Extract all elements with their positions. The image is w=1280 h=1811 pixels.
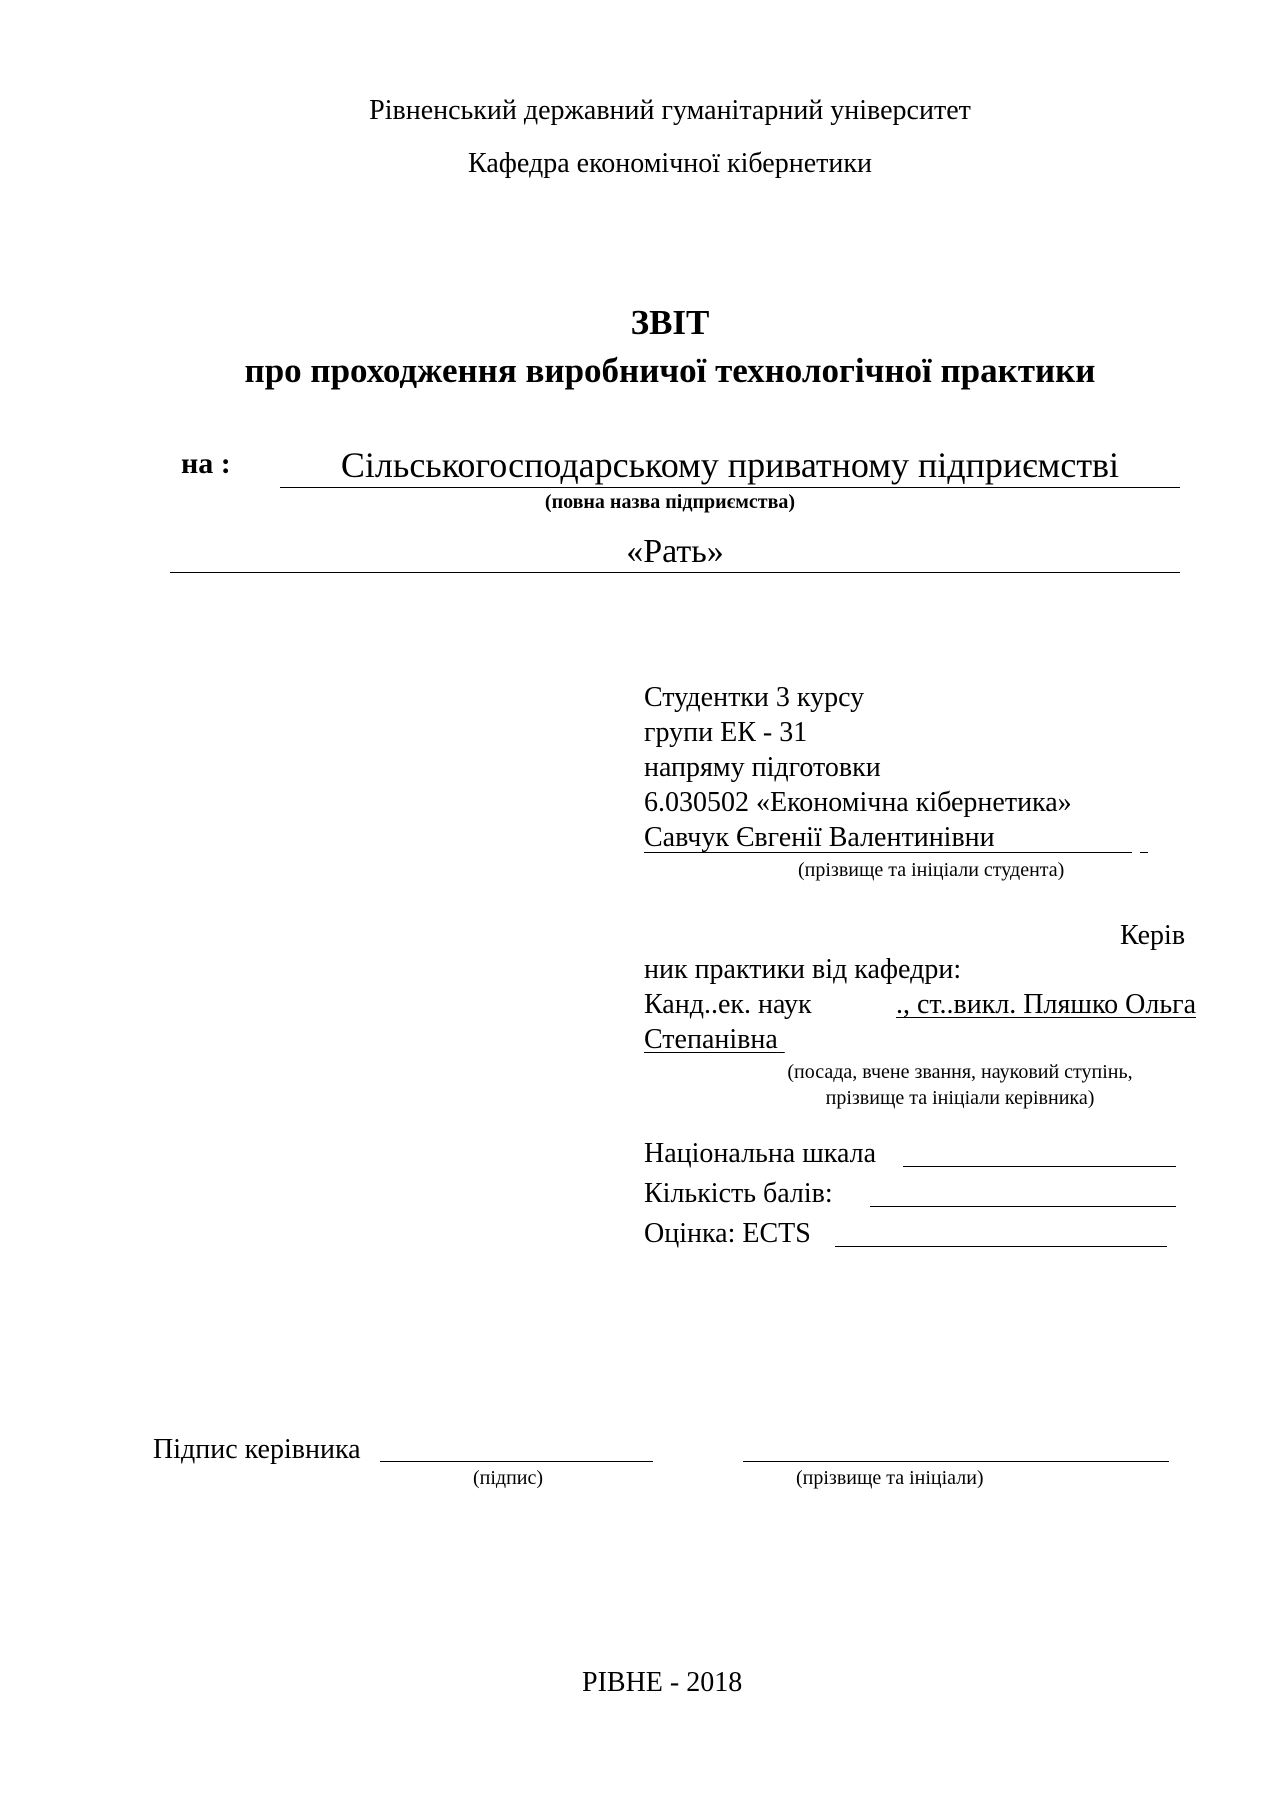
student-name-underline [644,852,1132,853]
points-field [870,1206,1176,1207]
student-course: Студентки 3 курсу [644,682,865,713]
university-name: Рівненський державний гуманітарний університет [369,95,971,126]
city-year: РІВНЕ - 2018 [582,1667,743,1698]
enterprise-prefix: на : [181,447,231,480]
ects-label: Оцінка: ECTS [644,1218,811,1249]
direction-label: напряму підготовки [644,752,881,783]
enterprise-name-line2-underline [170,572,1180,573]
enterprise-caption: (повна назва підприємства) [544,491,796,513]
supervisor-label-part2: ник практики від кафедри: [644,954,962,985]
supervisor-caption-1: (посада, вчене звання, науковий ступінь, [787,1061,1133,1083]
supervisor-label-part1: Керів [1120,920,1186,951]
ects-field [835,1246,1167,1247]
national-scale-field [903,1166,1176,1167]
supervisor-line1 [644,989,1196,1021]
supervisor-name-line [743,1461,1169,1462]
enterprise-name-underline [280,487,1180,488]
points-label: Кількість балів: [644,1178,833,1209]
enterprise-name-line2: «Рать» [626,533,724,570]
signature-line [380,1461,653,1462]
supervisor-title-name: ., ст..викл. Пляшко Ольга [895,989,1196,1020]
signature-caption: (підпис) [473,1467,544,1489]
report-subtitle: про проходження виробничої технологічної практики [244,351,1096,390]
student-caption: (прізвище та ініціали студента) [798,859,1065,881]
report-title: ЗВІТ [630,303,710,342]
name-caption: (прізвище та ініціали) [796,1467,984,1489]
direction-value: 6.030502 «Економічна кібернетика» [644,787,1072,818]
supervisor-patronymic: Степанівна [644,1024,778,1055]
enterprise-name-line1: Сільськогосподарському приватному підприємстві [340,445,1120,485]
department-name: Кафедра економічної кібернетики [468,148,872,179]
national-scale-label: Національна шкала [644,1138,877,1169]
student-name-underline-tail [1140,852,1148,853]
student-name: Савчук Євгенії Валентинівни [644,822,995,853]
signature-label: Підпис керівника [153,1434,361,1465]
supervisor-caption-2: прізвище та ініціали керівника) [825,1087,1095,1109]
supervisor-line2 [644,1024,794,1056]
student-group: групи ЕК - 31 [644,717,808,748]
supervisor-degree: Канд..ек. наук [644,989,812,1020]
supervisor-underline-tail [778,1024,794,1056]
